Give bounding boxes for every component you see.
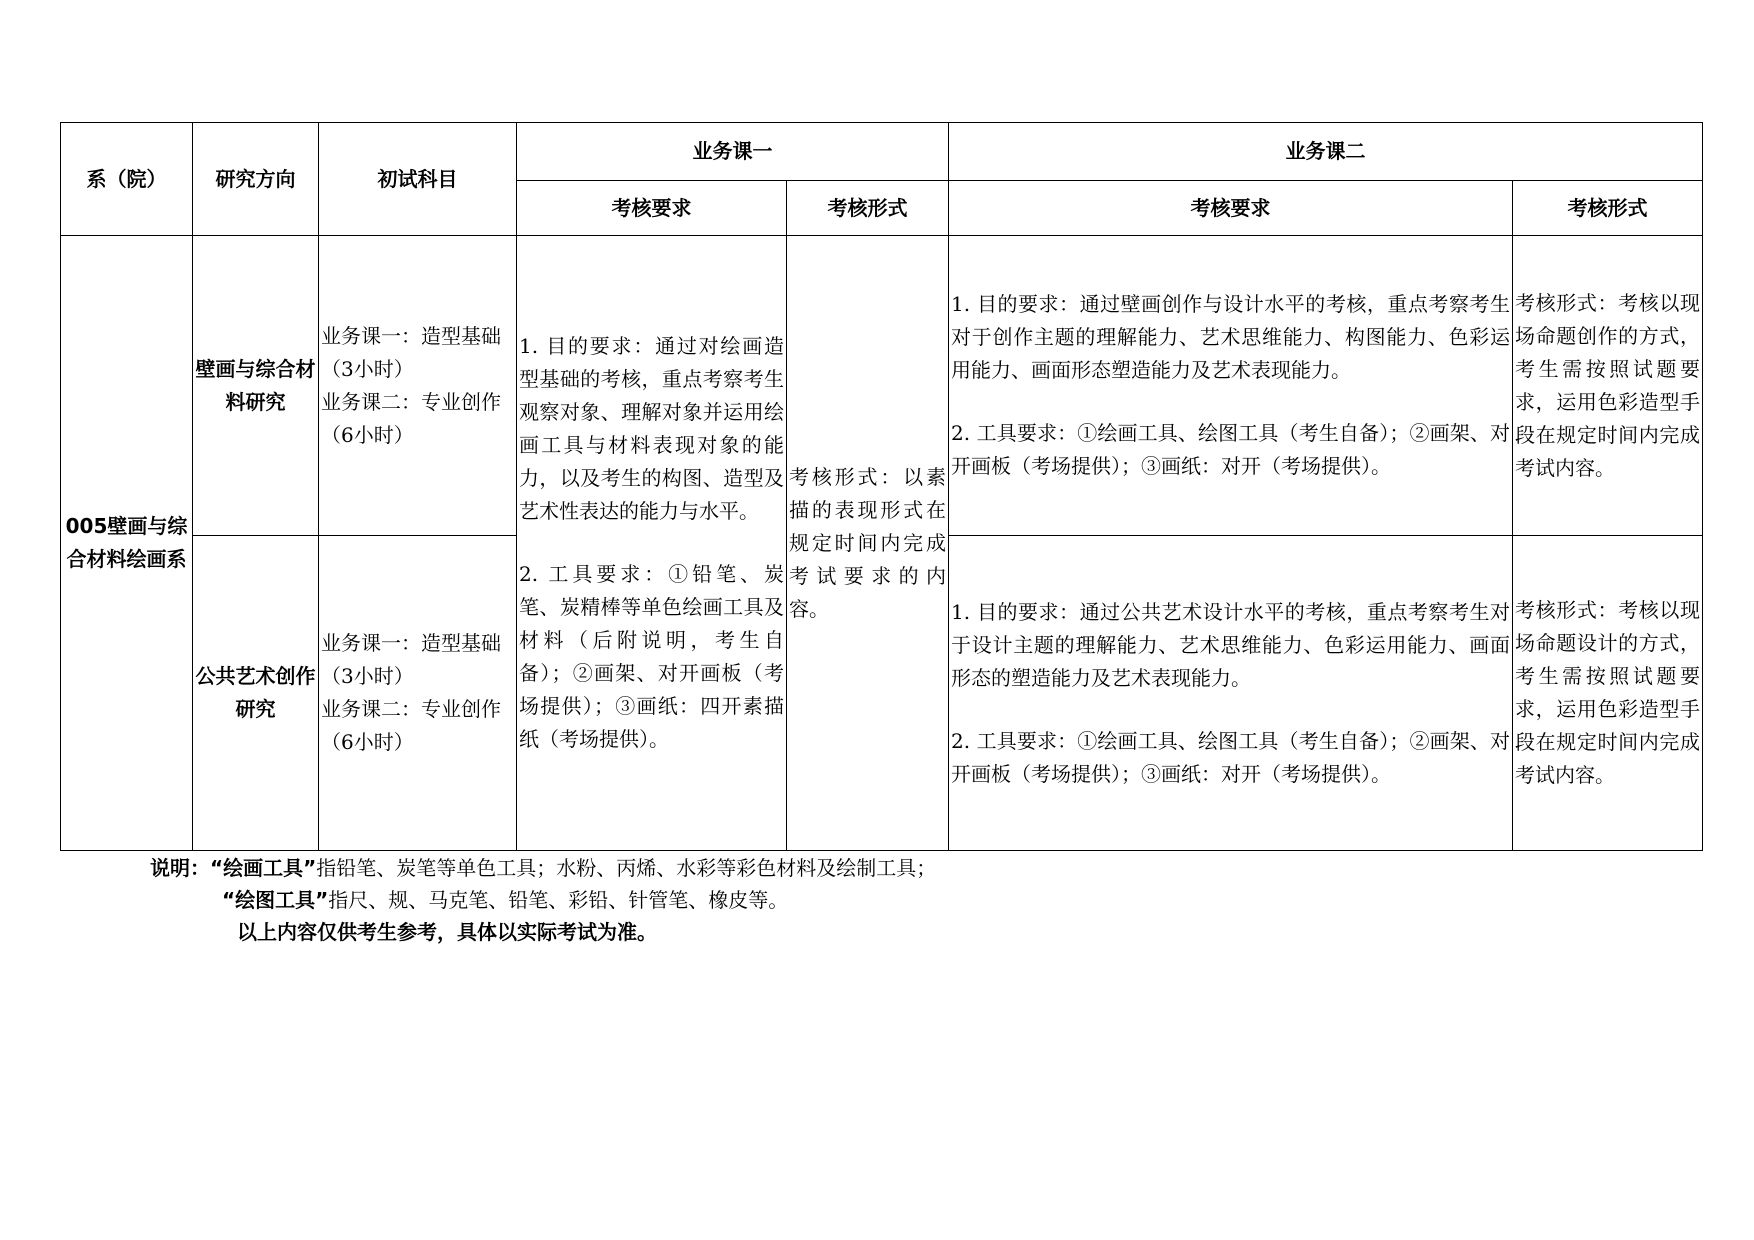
course1-requirements-cell [517, 236, 787, 851]
course2-format-cell: 考核形式：考核以现场命题创作的方式，考生需按照试题要求，运用色彩造型手段在规定时间内完成考试内容。 [1513, 236, 1703, 536]
course2-tools: 2. 工具要求：①绘画工具、绘图工具（考生自备）；②画架、对开画板（考场提供）；③画纸：对开（考场提供）。 [951, 421, 1510, 478]
department-cell: 005壁画与综合材料绘画系 [61, 236, 193, 851]
note-text-painting-tools: 指铅笔、炭笔等单色工具；水粉、丙烯、水彩等彩色材料及绘制工具； [316, 856, 937, 880]
course1-tools: 2. 工具要求：①铅笔、炭笔、炭精棒等单色绘画工具及材料（后附说明，考生自备）；②画架、对开画板（考场提供）；③画纸：四开素描纸（考场提供）。 [519, 562, 784, 751]
note-text-drawing-tools: 指尺、规、马克笔、铅笔、彩铅、针管笔、橡皮等。 [328, 888, 789, 912]
notes-section [150, 852, 936, 948]
exam-requirements-table [60, 122, 1703, 851]
course2-purpose: 1. 目的要求：通过壁画创作与设计水平的考核，重点考察考生对于创作主题的理解能力、艺术思维能力、构图能力、色彩运用能力、画面形态塑造能力及艺术表现能力。 [951, 292, 1510, 382]
header-course1: 业务课一 [517, 123, 949, 181]
course1-purpose: 1. 目的要求：通过对绘画造型基础的考核，重点考察考生观察对象、理解对象并运用绘画工具与材料表现对象的能力，以及考生的构图、造型及艺术性表达的能力与水平。 [519, 334, 784, 523]
header-course2-requirements: 考核要求 [949, 181, 1513, 236]
subject-course1: 业务课一：造型基础（3小时） [321, 323, 501, 381]
header-course1-requirements: 考核要求 [517, 181, 787, 236]
course1-format-cell: 考核形式：以素描的表现形式在规定时间内完成考试要求的内容。 [787, 236, 949, 851]
header-subjects: 初试科目 [319, 123, 517, 236]
subjects-cell [319, 236, 517, 536]
course2-tools: 2. 工具要求：①绘画工具、绘图工具（考生自备）；②画架、对开画板（考场提供）；③画纸：对开（考场提供）。 [951, 728, 1510, 786]
course2-requirements-cell [949, 536, 1513, 851]
note-term-painting-tools: “绘画工具” [210, 856, 317, 880]
header-course1-format: 考核形式 [787, 181, 949, 236]
header-dept: 系（院） [61, 123, 193, 236]
notes-label: 说明： [150, 856, 210, 880]
course2-requirements-cell [949, 236, 1513, 536]
course2-purpose: 1. 目的要求：通过公共艺术设计水平的考核，重点考察考生对于设计主题的理解能力、艺术思维能力、色彩运用能力、画面形态的塑造能力及艺术表现能力。 [951, 599, 1510, 690]
direction-cell: 壁画与综合材料研究 [193, 236, 319, 536]
course2-format-cell: 考核形式：考核以现场命题设计的方式，考生需按照试题要求，运用色彩造型手段在规定时间内完成考试内容。 [1513, 536, 1703, 851]
header-course2: 业务课二 [949, 123, 1703, 181]
subject-course1: 业务课一：造型基础（3小时） [321, 631, 501, 688]
header-course2-format: 考核形式 [1513, 181, 1703, 236]
note-disclaimer: 以上内容仅供考生参考，具体以实际考试为准。 [237, 920, 657, 944]
header-row-1 [61, 123, 1703, 181]
direction-cell: 公共艺术创作研究 [193, 536, 319, 851]
subjects-cell [319, 536, 517, 851]
note-line-2 [150, 884, 936, 916]
subject-course2: 业务课二：专业创作（6小时） [321, 697, 501, 754]
note-line-1 [150, 852, 936, 884]
table-row [61, 236, 1703, 536]
header-direction: 研究方向 [193, 123, 319, 236]
note-term-drawing-tools: “绘图工具” [222, 888, 329, 912]
subject-course2: 业务课二：专业创作（6小时） [321, 389, 501, 447]
